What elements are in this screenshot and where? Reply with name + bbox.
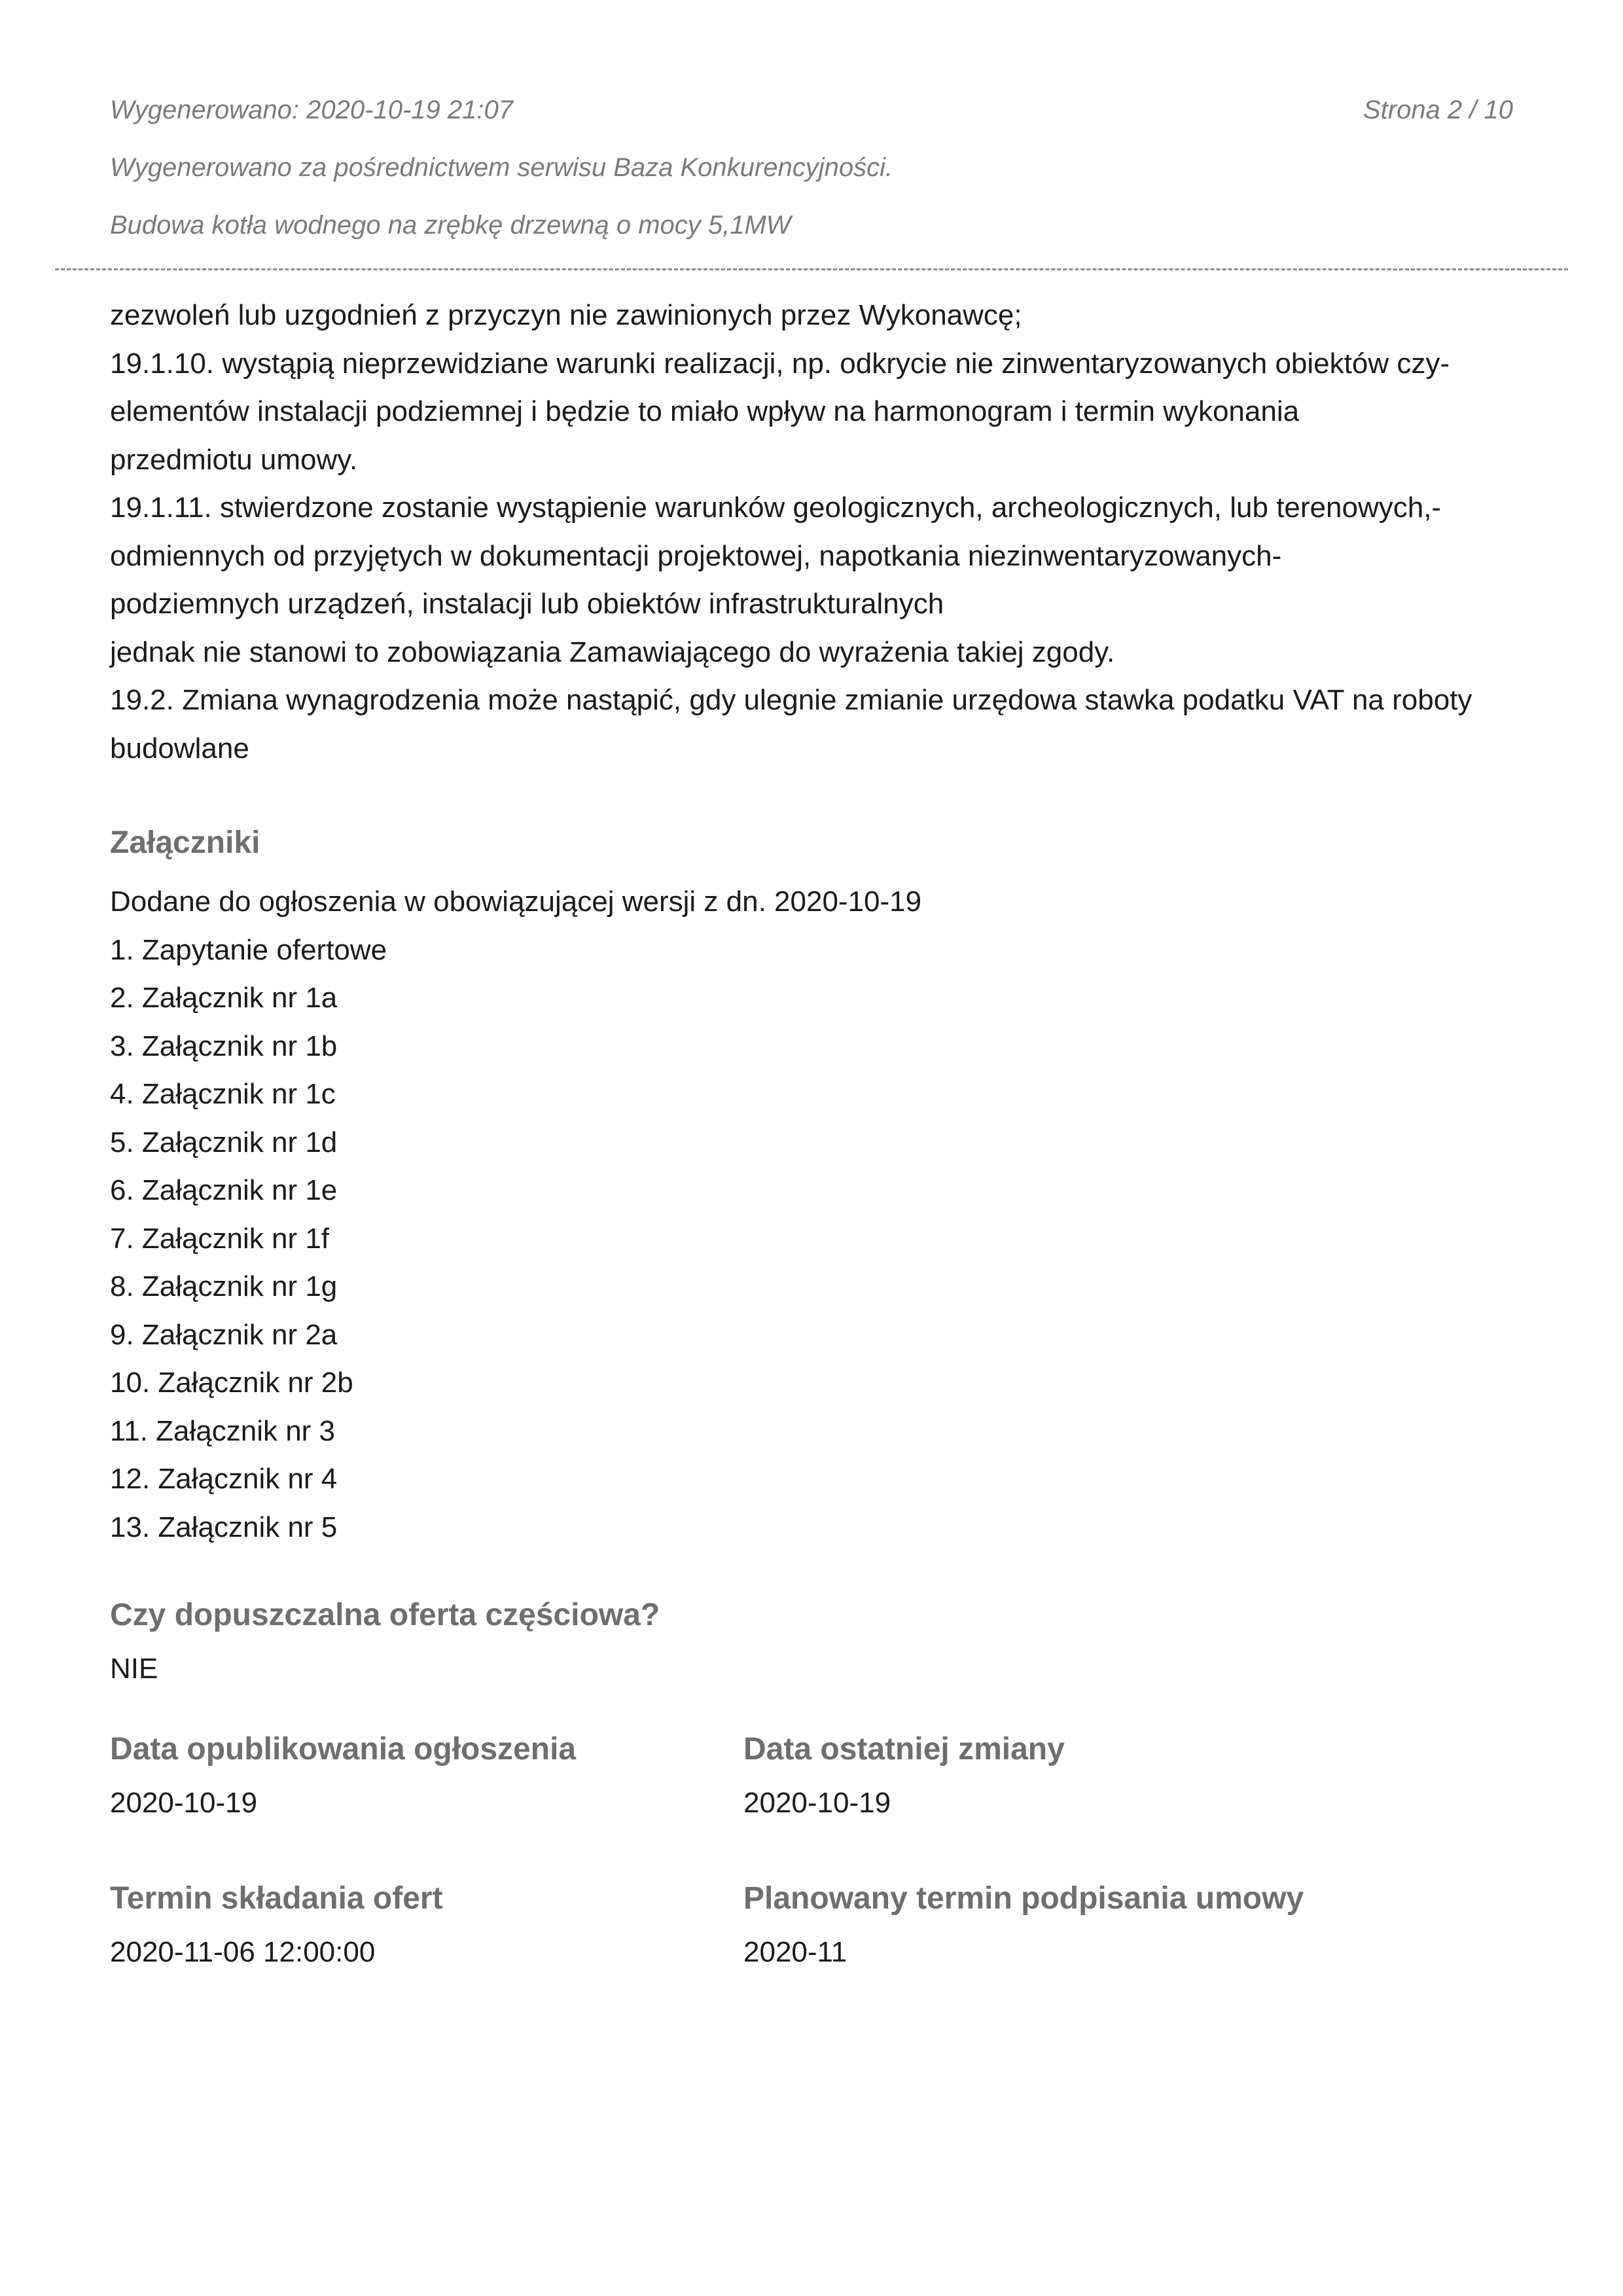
attachments-list — [110, 878, 1513, 1551]
attachment-item[interactable]: 2. Załącznik nr 1a — [110, 982, 338, 1014]
offer-deadline-label: Termin składania ofert — [110, 1881, 443, 1916]
offer-deadline-value: 2020-11-06 12:00:00 — [110, 1936, 376, 1968]
contract-date-value: 2020-11 — [743, 1936, 847, 1968]
page-number: Strona 2 / 10 — [1363, 96, 1513, 124]
text-line: odmiennych od przyjętych w dokumentacji projektowej, napotkania niezinwentaryzowanych- — [110, 539, 1282, 572]
attachment-item[interactable]: 1. Zapytanie ofertowe — [110, 933, 387, 966]
generated-timestamp: Wygenerowano: 2020-10-19 21:07 — [110, 96, 513, 124]
published-date-block — [110, 1731, 576, 1820]
contract-date-label: Planowany termin podpisania umowy — [743, 1881, 1304, 1916]
partial-offer-value: NIE — [110, 1653, 158, 1685]
attachments-heading: Załączniki — [110, 825, 260, 860]
last-change-block — [743, 1731, 1065, 1820]
attachment-item[interactable]: 4. Załącznik nr 1c — [110, 1078, 336, 1110]
text-line: budowlane — [110, 732, 249, 764]
text-line: 19.1.11. stwierdzone zostanie wystąpienie warunków geologicznych, archeologicznych, lub terenowych,- — [110, 492, 1442, 524]
text-line: przedmiotu umowy. — [110, 443, 358, 476]
document-content — [110, 291, 1513, 2032]
offer-deadline-block — [110, 1880, 443, 1969]
attachment-item[interactable]: 11. Załącznik nr 3 — [110, 1414, 336, 1447]
attachments-intro: Dodane do ogłoszenia w obowiązującej wersji z dn. 2020-10-19 — [110, 886, 922, 918]
attachment-item[interactable]: 5. Załącznik nr 1d — [110, 1126, 338, 1158]
last-change-value: 2020-10-19 — [743, 1787, 891, 1819]
published-date-value: 2020-10-19 — [110, 1787, 258, 1819]
partial-offer-heading: Czy dopuszczalna oferta częściowa? — [110, 1598, 660, 1632]
attachment-item[interactable]: 6. Załącznik nr 1e — [110, 1174, 338, 1206]
attachment-item[interactable]: 7. Załącznik nr 1f — [110, 1222, 330, 1255]
dates-grid — [110, 1731, 1513, 2032]
document-title: Budowa kotła wodnego na zrębkę drzewną o mocy 5,1MW — [110, 211, 791, 240]
attachment-item[interactable]: 12. Załącznik nr 4 — [110, 1463, 338, 1495]
text-line: 19.1.10. wystąpią nieprzewidziane warunki realizacji, np. odkrycie nie zinwentaryzowanych obiektów czy- — [110, 347, 1450, 380]
text-line: zezwoleń lub uzgodnień z przyczyn nie zawinionych przez Wykonawcę; — [110, 299, 1022, 331]
contract-date-block — [743, 1880, 1304, 1969]
attachment-item[interactable]: 9. Załącznik nr 2a — [110, 1318, 338, 1351]
text-line: podziemnych urządzeń, instalacji lub obiektów infrastrukturalnych — [110, 588, 944, 620]
text-line: 19.2. Zmiana wynagrodzenia może nastąpić, gdy ulegnie zmianie urzędowa stawka podatku VAT na roboty — [110, 684, 1472, 716]
attachment-item[interactable]: 3. Załącznik nr 1b — [110, 1030, 338, 1062]
attachment-item[interactable]: 13. Załącznik nr 5 — [110, 1511, 338, 1543]
text-line: jednak nie stanowi to zobowiązania Zamawiającego do wyrażenia takiej zgody. — [110, 636, 1115, 668]
generated-via: Wygenerowano za pośrednictwem serwisu Baza Konkurencyjności. — [110, 153, 893, 182]
attachment-item[interactable]: 10. Załącznik nr 2b — [110, 1367, 353, 1399]
contract-terms-paragraph — [110, 291, 1513, 772]
last-change-label: Data ostatniej zmiany — [743, 1732, 1065, 1767]
attachment-item[interactable]: 8. Załącznik nr 1g — [110, 1270, 338, 1302]
text-line: elementów instalacji podziemnej i będzie to miało wpływ na harmonogram i termin wykonania — [110, 395, 1300, 427]
published-date-label: Data opublikowania ogłoszenia — [110, 1732, 577, 1767]
header-divider — [55, 268, 1568, 270]
page-header — [110, 0, 1513, 262]
